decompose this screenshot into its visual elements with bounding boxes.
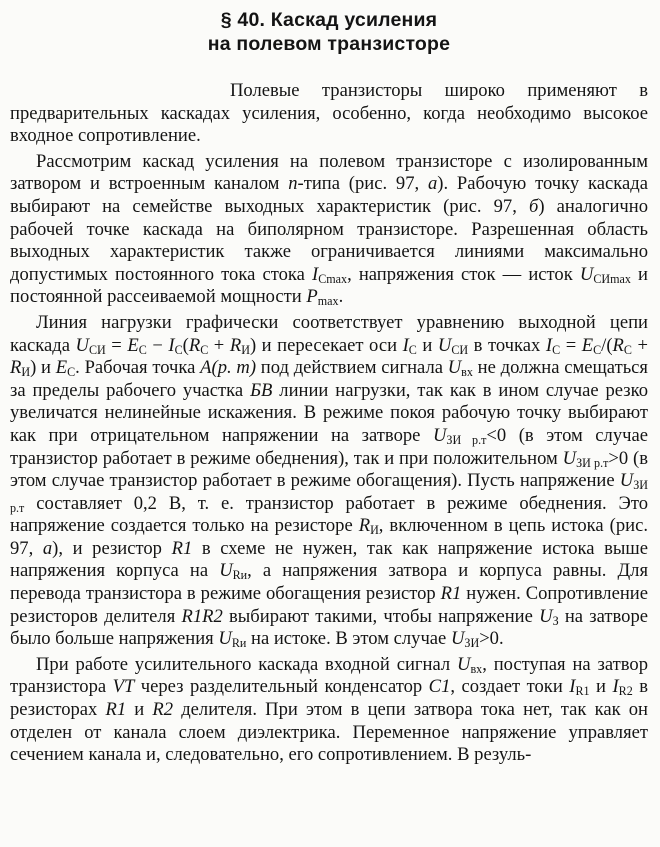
subscript: И (21, 365, 31, 380)
subscript: ЗИ (464, 636, 480, 651)
subscript: Cmax (318, 271, 348, 286)
italic-symbol: U (219, 560, 233, 582)
section-heading (10, 8, 648, 56)
italic-symbol: E (55, 357, 68, 379)
text-run: + (208, 334, 230, 356)
text-run: через разделительный конденсатор (134, 676, 429, 698)
subscript: ЗИ р.т (446, 432, 487, 447)
italic-symbol: n (288, 173, 298, 195)
text-run: , поступая на затвор транзистора (10, 653, 648, 698)
text-run: не должна смещаться за пределы рабочего участка (10, 357, 648, 401)
italic-symbol: R (612, 334, 624, 356)
text-run: <0 (в этом случае транзистор работает в режиме обеднения), так и при положительном (10, 424, 648, 469)
text-run: . (338, 286, 344, 308)
text-run: под действием сигнала (256, 357, 448, 379)
subscript: С (138, 342, 147, 357)
text-run: , создает токи (450, 676, 570, 698)
text-run: и (589, 676, 613, 698)
italic-symbol: I (545, 334, 553, 356)
text-run: ). Рабочую точку каскада выбирают на семействе выходных характеристик (рис. 97, (10, 173, 648, 217)
italic-symbol: R (358, 515, 371, 537)
subscript: CИmax (593, 271, 631, 286)
italic-symbol: R (10, 357, 22, 379)
text-run: составляет 0,2 В, т. е. транзистор работает в режиме обеднения. Это напряжение создается только на резисторе (10, 492, 648, 537)
italic-symbol: U (450, 628, 465, 650)
subscript: С (200, 342, 209, 357)
italic-symbol: U (619, 470, 634, 492)
italic-symbol: I (402, 334, 409, 356)
text-run: на истоке. В этом случае (246, 628, 451, 650)
italic-symbol: C1 (428, 676, 451, 698)
text-run: в схеме не нужен, так как напряжение истока выше напряжения корпуса на (10, 537, 648, 582)
text-run: = (105, 334, 128, 356)
subscript: ЗИ р.т (576, 455, 609, 470)
italic-symbol: P (306, 286, 318, 308)
subscript: С (552, 342, 561, 357)
text-run: ), и резистор (52, 537, 172, 559)
text-run: /( (601, 334, 613, 356)
italic-symbol: а (42, 537, 53, 559)
document-body (10, 80, 648, 767)
italic-symbol: БВ (250, 379, 273, 401)
italic-symbol: U (75, 334, 89, 356)
italic-symbol: A (200, 357, 212, 379)
subscript: Rи (231, 636, 247, 651)
text-run: Линия нагрузки графически соответствует уравнению выходной цепи каскада (10, 311, 648, 356)
italic-symbol: I (168, 334, 175, 356)
italic-symbol: E (581, 334, 594, 356)
subscript: С (623, 342, 632, 357)
subscript: СИ (451, 342, 469, 357)
italic-symbol: R1 (171, 537, 193, 559)
text-run: нужен. Сопротивление резисторов делителя (10, 583, 648, 627)
text-run: в точках (468, 334, 546, 356)
text-run: . Рабочая точка (75, 357, 201, 379)
text-run: выбирают такими, чтобы напряжение (222, 605, 540, 627)
subscript: И (241, 342, 250, 357)
paragraph (10, 312, 648, 651)
subscript: ЗИ р.т (10, 478, 648, 515)
subscript: С (67, 365, 76, 380)
italic-symbol: R2 (152, 699, 174, 721)
text-run: и (126, 699, 153, 721)
italic-symbol: б (528, 195, 539, 217)
subscript: З (552, 613, 559, 628)
italic-symbol: U (457, 653, 471, 675)
section-heading-line-1: § 40. Каскад усиления (220, 9, 438, 31)
subscript: вх (470, 661, 483, 676)
paragraph (10, 654, 648, 767)
italic-symbol: E (127, 334, 139, 356)
subscript: С (174, 342, 183, 357)
italic-symbol: U (432, 424, 447, 446)
text-run: делителя. При этом в цепи затвора тока нет, так как он отделен от канала слоем диэлектрика. Переменное напряжение управляет сечением канала и, следовательно, его сопротивлением. В резуль- (10, 699, 649, 766)
italic-symbol: R1 (440, 583, 462, 605)
italic-symbol: VT (112, 676, 135, 698)
text-run: Рассмотрим каскад усиления на полевом транзисторе с изолированным затвором и встроенным каналом (10, 150, 648, 195)
text-run: ) и (30, 357, 56, 379)
italic-symbol: R (188, 334, 201, 356)
italic-symbol: (р. т) (211, 357, 257, 379)
italic-symbol: U (539, 605, 553, 627)
text-run: Полевые транзисторы широко применяют в предварительных каскадах усиления, особенно, когда необходимо высокое входное сопротивление. (10, 80, 648, 147)
italic-symbol: а (427, 173, 438, 195)
subscript: СИ (88, 342, 106, 357)
text-run: При работе усилительного каскада входной сигнал (36, 653, 458, 675)
italic-symbol: R1R2 (181, 605, 223, 627)
italic-symbol: R (229, 334, 242, 356)
text-run: и (416, 334, 438, 356)
text-run: >0 (в этом случае транзистор работает в режиме обогащения). Пусть напряжение (10, 447, 648, 492)
subscript: И (370, 523, 379, 538)
subscript: С (593, 342, 602, 357)
subscript: вх (461, 365, 473, 380)
italic-symbol: U (579, 263, 594, 285)
text-run: − (146, 334, 169, 356)
text-run: = (560, 334, 582, 356)
text-run: -типа (рис. 97, (297, 173, 428, 195)
text-run: в резисторах (10, 676, 649, 721)
subscript: R2 (618, 684, 633, 699)
subscript: R1 (575, 684, 590, 699)
italic-symbol: I (569, 676, 576, 698)
italic-symbol: U (218, 628, 232, 650)
text-run: на затворе было больше напряжения (10, 605, 649, 650)
text-run: , включенном в цепь истока (рис. 97, (10, 515, 648, 559)
text-run: + (631, 334, 648, 356)
italic-symbol: R1 (105, 699, 127, 721)
text-run: , а напряжения затвора и корпуса равны. Для перевода транзистора в режиме обогащения резистор (10, 560, 648, 605)
text-run: ) аналогично рабочей точке каскада на биполярном транзисторе. Разрешенная область выходных характеристик также ограничивается линиями максимально допустимых постоянного тока стока (10, 195, 648, 285)
subscript: max (317, 294, 339, 309)
paragraph (10, 80, 648, 148)
italic-symbol: U (562, 447, 577, 469)
italic-symbol: I (312, 263, 319, 285)
subscript: С (408, 342, 417, 357)
text-run: и постоянной рассеиваемой мощности (10, 263, 648, 308)
section-heading-line-2: на полевом транзисторе (207, 33, 451, 55)
italic-symbol: U (447, 357, 462, 379)
italic-symbol: I (612, 676, 619, 698)
text-run: ( (182, 334, 189, 356)
subscript: Rи (232, 568, 248, 583)
text-run: >0. (479, 628, 504, 650)
paragraph (10, 151, 648, 309)
text-run: ) и пересекает оси (249, 334, 403, 356)
text-run: , напряжения сток — исток (347, 263, 580, 285)
text-run: линии нагрузки, так как в ином случае резко увеличатся нелинейные искажения. В режиме покоя рабочую точку выбирают как при отрицательном напряжении на затворе (10, 379, 649, 446)
italic-symbol: U (437, 334, 452, 356)
